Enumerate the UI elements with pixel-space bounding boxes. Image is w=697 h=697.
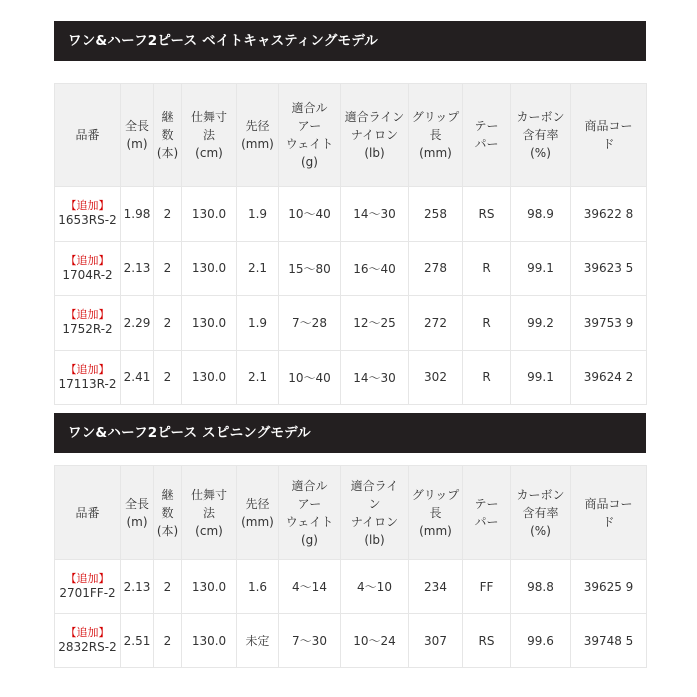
line-rating-cell: 16〜40 bbox=[341, 241, 409, 296]
pieces-cell: 2 bbox=[154, 614, 182, 668]
column-header bbox=[237, 84, 279, 187]
column-header bbox=[182, 466, 237, 560]
length-cell: 2.13 bbox=[121, 241, 154, 296]
line-rating-cell: 4〜10 bbox=[341, 560, 409, 614]
column-header-line: 全長 bbox=[124, 119, 149, 133]
column-header-line: 長 bbox=[429, 505, 442, 520]
column-header-line: アー bbox=[297, 119, 322, 133]
column-header bbox=[121, 466, 154, 560]
model-cell bbox=[55, 350, 121, 405]
column-header-line: 含有率 bbox=[522, 128, 559, 142]
product-code-cell: 39622 8 bbox=[571, 187, 647, 242]
pieces-cell: 2 bbox=[154, 187, 182, 242]
taper-cell: RS bbox=[463, 614, 511, 668]
tip-diameter-cell: 1.9 bbox=[237, 187, 279, 242]
carbon-content-cell: 99.1 bbox=[511, 350, 571, 405]
lure-weight-cell: 7〜30 bbox=[279, 614, 341, 668]
taper-cell: R bbox=[463, 241, 511, 296]
carbon-content-cell: 98.9 bbox=[511, 187, 571, 242]
column-header-line: (mm) bbox=[419, 523, 452, 538]
column-header bbox=[571, 466, 647, 560]
model-cell bbox=[55, 560, 121, 614]
line-rating-cell: 12〜25 bbox=[341, 296, 409, 351]
lure-weight-cell: 7〜28 bbox=[279, 296, 341, 351]
column-header bbox=[571, 84, 647, 187]
closed-length-cell: 130.0 bbox=[182, 187, 237, 242]
column-header-line: 先径 bbox=[245, 496, 270, 511]
column-header-line: 商品コー bbox=[584, 119, 633, 133]
column-header-line: テー bbox=[474, 496, 499, 511]
column-header bbox=[511, 84, 571, 187]
column-header-line: 仕舞寸 bbox=[190, 110, 227, 124]
column-header bbox=[511, 466, 571, 560]
column-header-line: 数 bbox=[161, 505, 174, 520]
product-code-cell: 39753 9 bbox=[571, 296, 647, 351]
lure-weight-cell: 4〜14 bbox=[279, 560, 341, 614]
added-badge: 【追加】 bbox=[65, 308, 110, 322]
column-header-line: 継 bbox=[161, 487, 174, 502]
table-row bbox=[55, 296, 647, 351]
column-header-line: (m) bbox=[126, 514, 148, 529]
pieces-cell: 2 bbox=[154, 350, 182, 405]
length-cell: 2.41 bbox=[121, 350, 154, 405]
column-header-line: ナイロン bbox=[350, 514, 399, 529]
lure-weight-cell: 10〜40 bbox=[279, 350, 341, 405]
column-header bbox=[463, 466, 511, 560]
column-header-line: (lb) bbox=[364, 146, 385, 160]
column-header bbox=[182, 84, 237, 187]
column-header-line: 適合ル bbox=[291, 478, 328, 493]
table-row bbox=[55, 187, 647, 242]
pieces-cell: 2 bbox=[154, 560, 182, 614]
added-badge: 【追加】 bbox=[65, 626, 110, 639]
model-cell bbox=[55, 296, 121, 351]
column-header bbox=[55, 84, 121, 187]
grip-length-cell: 307 bbox=[409, 614, 463, 668]
column-header bbox=[237, 466, 279, 560]
table-header-row bbox=[55, 466, 647, 560]
spec-table bbox=[54, 83, 647, 405]
table-row bbox=[55, 614, 647, 668]
column-header-line: 仕舞寸 bbox=[190, 487, 227, 502]
taper-cell: R bbox=[463, 350, 511, 405]
column-header-line: 先径 bbox=[245, 119, 270, 133]
carbon-content-cell: 99.6 bbox=[511, 614, 571, 668]
grip-length-cell: 272 bbox=[409, 296, 463, 351]
length-cell: 2.29 bbox=[121, 296, 154, 351]
taper-cell: FF bbox=[463, 560, 511, 614]
column-header-line: 継 bbox=[161, 110, 174, 124]
length-cell: 2.13 bbox=[121, 560, 154, 614]
closed-length-cell: 130.0 bbox=[182, 241, 237, 296]
tip-diameter-cell: 未定 bbox=[237, 614, 279, 668]
column-header-line: 商品コー bbox=[584, 496, 633, 511]
section-title: ワン&ハーフ2ピース ベイトキャスティングモデル bbox=[54, 21, 646, 61]
column-header-line: テー bbox=[474, 119, 499, 133]
column-header-line: ナイロン bbox=[350, 128, 399, 142]
line-rating-cell: 14〜30 bbox=[341, 350, 409, 405]
tip-diameter-cell: 2.1 bbox=[237, 241, 279, 296]
carbon-content-cell: 99.1 bbox=[511, 241, 571, 296]
model-cell bbox=[55, 614, 121, 668]
column-header-line: ド bbox=[602, 137, 615, 151]
carbon-content-cell: 98.8 bbox=[511, 560, 571, 614]
column-header-line: グリップ bbox=[411, 487, 460, 502]
length-cell: 2.51 bbox=[121, 614, 154, 668]
added-badge: 【追加】 bbox=[65, 572, 110, 585]
column-header-line: パー bbox=[474, 137, 499, 151]
column-header-line: (cm) bbox=[195, 146, 223, 160]
column-header-line: (m) bbox=[126, 137, 148, 151]
model-cell bbox=[55, 241, 121, 296]
line-rating-cell: 14〜30 bbox=[341, 187, 409, 242]
table-row bbox=[55, 560, 647, 614]
closed-length-cell: 130.0 bbox=[182, 560, 237, 614]
model-cell bbox=[55, 187, 121, 242]
column-header-line: (g) bbox=[301, 532, 318, 547]
length-cell: 1.98 bbox=[121, 187, 154, 242]
column-header bbox=[463, 84, 511, 187]
model-number: 2832RS-2 bbox=[58, 640, 117, 654]
closed-length-cell: 130.0 bbox=[182, 614, 237, 668]
added-badge: 【追加】 bbox=[65, 199, 110, 213]
lure-weight-cell: 10〜40 bbox=[279, 187, 341, 242]
spec-table bbox=[54, 465, 647, 668]
added-badge: 【追加】 bbox=[65, 253, 110, 267]
tip-diameter-cell: 1.9 bbox=[237, 296, 279, 351]
column-header-line: (cm) bbox=[195, 523, 223, 538]
bait-casting-section bbox=[54, 21, 646, 405]
product-code-cell: 39624 2 bbox=[571, 350, 647, 405]
table-header-row bbox=[55, 84, 647, 187]
closed-length-cell: 130.0 bbox=[182, 350, 237, 405]
column-header bbox=[55, 466, 121, 560]
column-header-line: (%) bbox=[530, 146, 551, 160]
column-header-line: アー bbox=[297, 496, 322, 511]
column-header-line: (mm) bbox=[419, 146, 452, 160]
section-title: ワン&ハーフ2ピース スピニングモデル bbox=[54, 413, 646, 453]
grip-length-cell: 258 bbox=[409, 187, 463, 242]
pieces-cell: 2 bbox=[154, 296, 182, 351]
column-header-line: (本) bbox=[156, 523, 179, 538]
column-header-line: (本) bbox=[156, 146, 179, 160]
carbon-content-cell: 99.2 bbox=[511, 296, 571, 351]
column-header-line: (mm) bbox=[241, 137, 274, 151]
column-header-line: 適合ライ bbox=[350, 478, 399, 493]
column-header-line: パー bbox=[474, 514, 499, 529]
column-header-line: 法 bbox=[202, 505, 215, 520]
column-header-line: ド bbox=[602, 514, 615, 529]
lure-weight-cell: 15〜80 bbox=[279, 241, 341, 296]
spinning-section bbox=[54, 413, 646, 668]
column-header-line: ン bbox=[368, 496, 381, 511]
grip-length-cell: 234 bbox=[409, 560, 463, 614]
added-badge: 【追加】 bbox=[65, 362, 110, 376]
column-header-line: カーボン bbox=[516, 487, 565, 502]
column-header-line: 適合ル bbox=[291, 101, 328, 115]
table-row bbox=[55, 241, 647, 296]
column-header-line: ウェイト bbox=[285, 137, 334, 151]
column-header-line: 長 bbox=[429, 128, 442, 142]
model-number: 17113R-2 bbox=[58, 376, 117, 391]
column-header-line: ウェイト bbox=[285, 514, 334, 529]
model-number: 1653RS-2 bbox=[58, 213, 117, 228]
column-header-line: 品番 bbox=[75, 505, 100, 520]
grip-length-cell: 302 bbox=[409, 350, 463, 405]
product-code-cell: 39625 9 bbox=[571, 560, 647, 614]
model-number: 1704R-2 bbox=[62, 267, 113, 282]
column-header bbox=[409, 84, 463, 187]
column-header bbox=[154, 466, 182, 560]
column-header-line: 数 bbox=[161, 128, 174, 142]
column-header-line: (mm) bbox=[241, 514, 274, 529]
table-row bbox=[55, 350, 647, 405]
grip-length-cell: 278 bbox=[409, 241, 463, 296]
column-header-line: 品番 bbox=[75, 128, 100, 142]
tip-diameter-cell: 2.1 bbox=[237, 350, 279, 405]
closed-length-cell: 130.0 bbox=[182, 296, 237, 351]
column-header-line: 法 bbox=[202, 128, 215, 142]
model-number: 2701FF-2 bbox=[59, 586, 116, 600]
pieces-cell: 2 bbox=[154, 241, 182, 296]
taper-cell: R bbox=[463, 296, 511, 351]
product-code-cell: 39748 5 bbox=[571, 614, 647, 668]
column-header-line: (g) bbox=[301, 155, 318, 169]
column-header-line: 適合ライン bbox=[344, 110, 405, 124]
line-rating-cell: 10〜24 bbox=[341, 614, 409, 668]
column-header-line: 含有率 bbox=[522, 505, 559, 520]
column-header bbox=[121, 84, 154, 187]
column-header bbox=[279, 84, 341, 187]
column-header bbox=[341, 84, 409, 187]
model-number: 1752R-2 bbox=[62, 322, 113, 337]
product-code-cell: 39623 5 bbox=[571, 241, 647, 296]
column-header-line: (%) bbox=[530, 523, 551, 538]
column-header-line: (lb) bbox=[364, 532, 385, 547]
taper-cell: RS bbox=[463, 187, 511, 242]
column-header bbox=[154, 84, 182, 187]
column-header bbox=[279, 466, 341, 560]
column-header-line: カーボン bbox=[516, 110, 565, 124]
column-header-line: グリップ bbox=[411, 110, 460, 124]
column-header bbox=[341, 466, 409, 560]
column-header bbox=[409, 466, 463, 560]
tip-diameter-cell: 1.6 bbox=[237, 560, 279, 614]
column-header-line: 全長 bbox=[124, 496, 149, 511]
